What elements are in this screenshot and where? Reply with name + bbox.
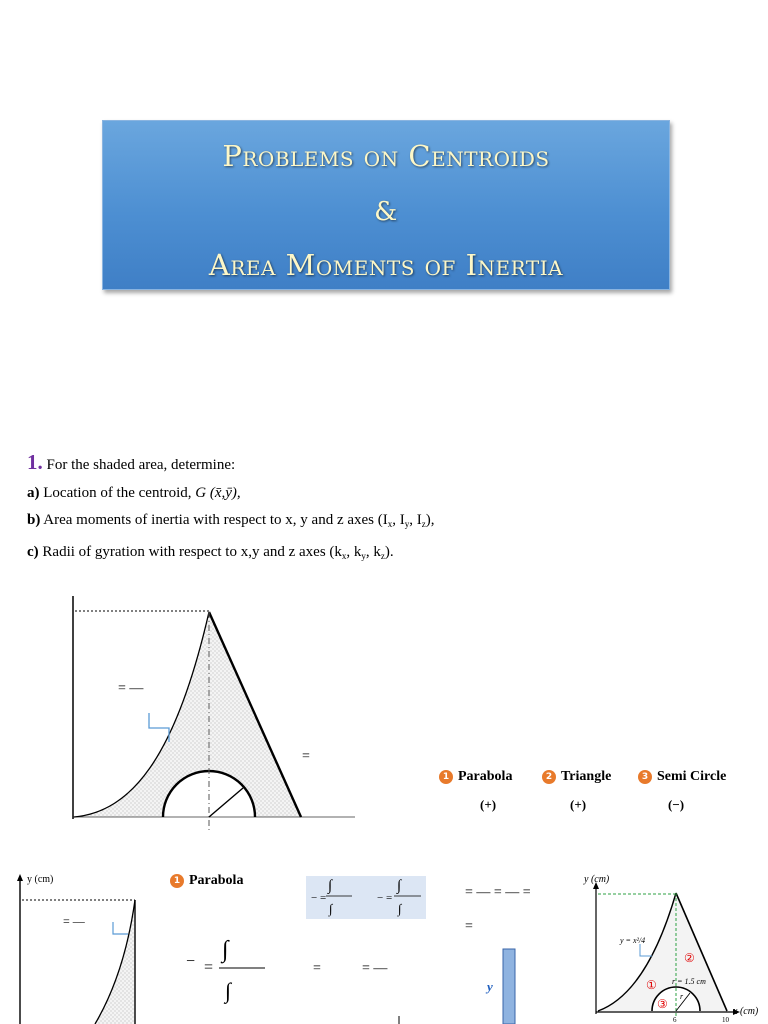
ref-curve-equation: y = x²/4 — [620, 936, 646, 945]
svg-text:= —: = — — [63, 914, 85, 928]
problem-intro: For the shaded area, determine: — [46, 457, 236, 473]
svg-text:− =: − = — [377, 892, 393, 904]
main-figure — [73, 596, 355, 830]
legend-parabola-label: Parabola — [458, 769, 513, 784]
lower-parabola-heading — [170, 873, 243, 889]
svg-text:∫: ∫ — [329, 901, 333, 916]
centroid-formulas — [186, 876, 531, 1024]
title-line-1: Problems on Centroids — [222, 139, 550, 173]
svg-text:∫: ∫ — [222, 937, 229, 963]
ref-y-axis-label: y (cm) — [584, 874, 610, 885]
svg-text:−: − — [186, 953, 196, 970]
legend-triangle — [542, 769, 611, 785]
lower-y-axis-label: y (cm) — [27, 874, 54, 885]
lower-parabola-figure — [17, 874, 135, 1024]
badge-2-icon: 2 — [542, 770, 556, 784]
legend-semicircle — [638, 769, 726, 785]
svg-text:∫: ∫ — [328, 878, 333, 894]
ref-region-3: ③ — [657, 997, 668, 1011]
reference-figure — [593, 882, 740, 1016]
strip-y-symbol: y — [487, 979, 493, 994]
problem-part-b: b) Area moments of inertia with respect to x, y and z axes ($I_x$, $I_y$, $I_z$), — [27, 512, 435, 529]
title-line-3: Area Moments of Inertia — [208, 248, 564, 282]
svg-text:=: = — [204, 959, 214, 976]
svg-text:=: = — [302, 749, 310, 764]
legend-semicircle-label: Semi Circle — [657, 769, 727, 784]
part-a-label: a) — [27, 484, 40, 501]
svg-text:∫: ∫ — [398, 901, 402, 916]
lower-heading-label: Parabola — [189, 873, 244, 888]
badge-1-icon: 1 — [439, 770, 453, 784]
svg-text:=: = — [313, 961, 321, 976]
svg-text:∫: ∫ — [397, 878, 402, 894]
ref-x-axis-label: x (cm) — [733, 1006, 759, 1017]
ref-region-1: ① — [646, 978, 657, 992]
ref-tick-10: 10 — [722, 1016, 729, 1024]
part-c-text: Radii of gyration with respect to x,y and z axes (k — [42, 543, 342, 560]
svg-text:= — = — =: = — = — = — [465, 885, 531, 900]
ref-radius-label: r = 1.5 cm — [672, 977, 706, 986]
svg-text:= —: = — — [362, 961, 388, 976]
badge-1-lower-icon: 1 — [170, 874, 184, 888]
title-line-2: & — [374, 197, 398, 227]
problem-part-c: c) Radii of gyration with respect to x,y and z axes ($k_x$, $k_y$, $k_z$). — [27, 543, 394, 561]
sign-semicircle: (−) — [668, 797, 685, 812]
svg-text:∫: ∫ — [225, 978, 232, 1003]
svg-text:= —: = — — [118, 681, 144, 696]
ref-r-label: r — [680, 992, 684, 1001]
part-b-label: b) — [27, 512, 41, 528]
part-a-math: G (x̄,ȳ), — [195, 484, 241, 501]
problem-number: 1. — [27, 450, 43, 474]
curve-equation-leader — [149, 713, 169, 742]
badge-3-icon: 3 — [638, 770, 652, 784]
part-a-text: Location of the centroid, — [43, 484, 196, 501]
svg-text:=: = — [465, 919, 473, 934]
part-c-label: c) — [27, 543, 39, 560]
ref-tick-6: 6 — [673, 1016, 677, 1024]
ref-region-2: ② — [684, 951, 695, 965]
sign-parabola: (+) — [480, 797, 497, 812]
part-b-text: Area moments of inertia with respect to x, y and z axes (I — [43, 512, 388, 528]
legend-triangle-label: Triangle — [561, 769, 612, 784]
svg-text:− =: − = — [311, 892, 327, 904]
legend-parabola — [439, 769, 512, 785]
element-strip — [503, 949, 515, 1024]
sign-triangle: (+) — [570, 797, 587, 812]
